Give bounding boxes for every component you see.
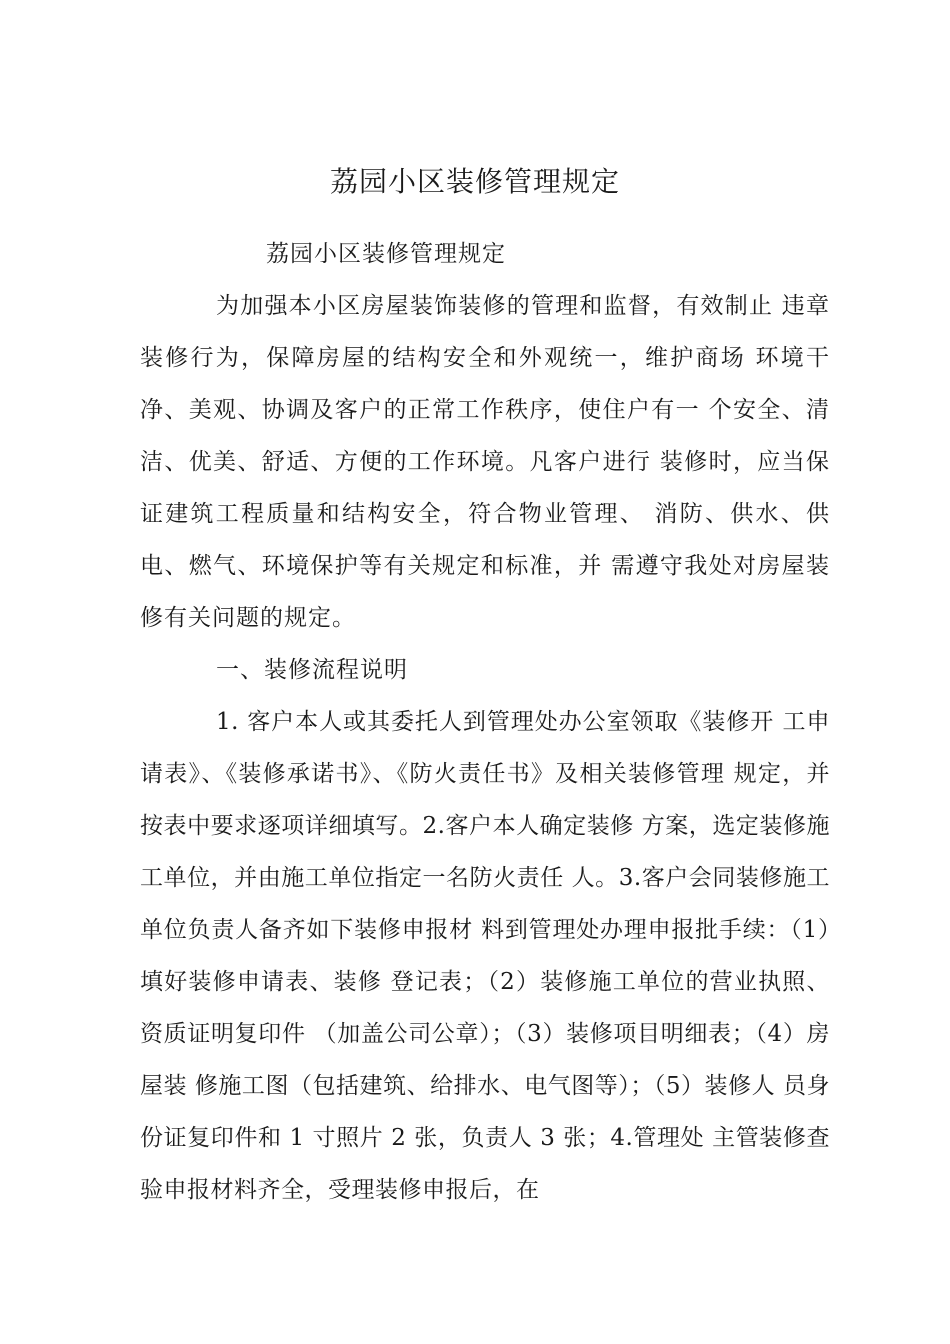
intro-paragraph: 为加强本小区房屋装饰装修的管理和监督，有效制止 违章装修行为，保障房屋的结构安全和外观统一，维护商场 环境干净、美观、协调及客户的正常工作秩序，使住户有一 个安全、清洁、优美、舒适、方便的工作环境。凡客户进行 装修时，应当保证建筑工程质量和结构安全，符合物业管理、 消防、供水、供电、燃气、环境保护等有关规定和标准，并 需遵守我处对房屋装修有关问题的规定。 [140,293,830,631]
section-heading: 一、装修流程说明 [216,657,408,683]
document-title: 荔园小区装修管理规定 [329,165,620,198]
document-subtitle: 荔园小区装修管理规定 [266,241,506,267]
document-body [140,228,830,1216]
process-paragraph: 1. 客户本人或其委托人到管理处办公室领取《装修开 工申请表》、《装修承诺书》、《防火责任书》及相关装修管理 规定，并按表中要求逐项详细填写。2.客户本人确定装修 方案，选定装修施工单位，并由施工单位指定一名防火责任 人。3.客户会同装修施工单位负责人备齐如下装修申报材 料到管理处办理申报批手续：（1）填好装修申请表、装修 登记表；（2）装修施工单位的营业执照、资质证明复印件 （加盖公司公章）；（3）装修项目明细表；（4）房屋装 修施工图（包括建筑、给排水、电气图等）；（5）装修人 员身份证复印件和 1 寸照片 2 张，负责人 3 张；4.管理处 主管装修查验申报材料齐全，受理装修申报后，在 [140,709,830,1203]
